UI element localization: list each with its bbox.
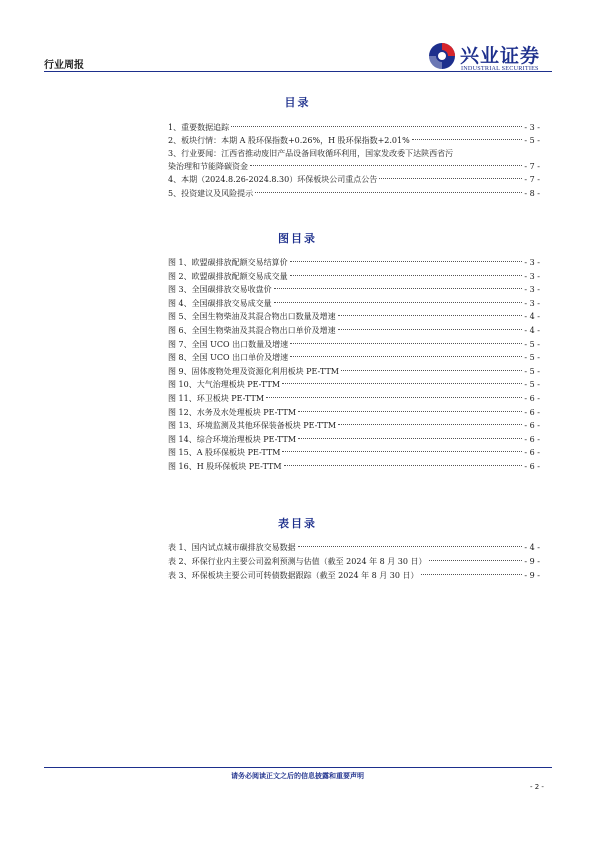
leader-dots — [421, 574, 523, 575]
figure-entry-label: 图 6、全国生物柴油及其混合物出口单价及增速 — [168, 325, 336, 335]
figure-entry[interactable] — [168, 338, 540, 352]
leader-dots — [250, 165, 522, 166]
toc-entry-label: 4、本期（2024.8.26-2024.8.30）环保板块公司重点公告 — [168, 175, 378, 185]
leader-dots — [274, 302, 523, 303]
figure-entry-page: - 3 - — [524, 285, 540, 295]
figure-entry-page: - 6 - — [524, 393, 540, 403]
tables-toc-list — [168, 541, 540, 584]
figure-entry-page: - 4 - — [524, 312, 540, 322]
toc-entry-label: 1、重要数据追踪 — [168, 123, 230, 132]
table-entry[interactable] — [168, 569, 540, 583]
figures-toc-title: 图目录 — [278, 232, 317, 245]
figure-entry[interactable] — [168, 433, 540, 447]
figure-entry-label: 图 7、全国 UCO 出口数量及增速 — [168, 339, 289, 349]
toc-entry[interactable] — [168, 147, 540, 173]
figure-entry-label: 图 11、环卫板块 PE-TTM — [168, 393, 265, 403]
figure-entry[interactable] — [168, 351, 540, 365]
figure-entry-page: - 3 - — [524, 298, 540, 308]
table-entry[interactable] — [168, 541, 540, 555]
figure-entry[interactable] — [168, 406, 540, 420]
table-entry-page: - 9 - — [524, 571, 540, 581]
report-type-label: 行业周报 — [44, 60, 84, 71]
toc-entry-page: - 7 - — [524, 162, 540, 172]
table-entry-label: 表 3、环保板块主要公司可转债数据跟踪（截至 2024 年 8 月 30 日） — [168, 571, 419, 581]
figure-entry-label: 图 8、全国 UCO 出口单价及增速 — [168, 353, 289, 363]
leader-dots — [284, 465, 523, 466]
figure-entry-page: - 6 - — [524, 434, 540, 444]
leader-dots — [338, 315, 523, 316]
table-entry-label: 表 2、环保行业内主要公司盈利预测与估值（截至 2024 年 8 月 30 日） — [168, 557, 427, 567]
figure-entry-page: - 4 - — [524, 325, 540, 335]
leader-dots — [429, 560, 523, 561]
figure-entry-label: 图 14、综合环境治理板块 PE-TTM — [168, 434, 297, 444]
leader-dots — [290, 275, 523, 276]
figure-entry-label: 图 10、大气治理板块 PE-TTM — [168, 380, 281, 390]
toc-entry-label: 5、投资建议及风险提示 — [168, 188, 254, 198]
figure-entry[interactable] — [168, 419, 540, 433]
figure-entry[interactable] — [168, 283, 540, 297]
toc-entry-page: - 7 - — [524, 175, 540, 185]
figure-entry[interactable] — [168, 365, 540, 379]
toc-entry-page: - 3 - — [524, 123, 540, 132]
logo-text: 兴业证券 — [460, 45, 541, 67]
leader-dots — [266, 397, 522, 398]
toc-entry-page: - 8 - — [524, 188, 540, 198]
leader-dots — [298, 411, 522, 412]
toc-entry[interactable] — [168, 173, 540, 186]
table-entry-label: 表 1、国内试点城市碳排放交易数据 — [168, 543, 296, 552]
disclaimer-notice: 请务必阅读正文之后的信息披露和重要声明 — [231, 772, 364, 780]
figure-entry-label: 图 15、A 股环保板块 PE-TTM — [168, 448, 281, 458]
table-entry-page: - 9 - — [524, 557, 540, 567]
figure-entry-label: 图 16、H 股环保板块 PE-TTM — [168, 461, 282, 471]
leader-dots — [231, 126, 522, 127]
leader-dots — [282, 451, 522, 452]
figure-entry-page: - 6 - — [524, 421, 540, 431]
figure-entry-label: 图 12、水务及水处理板块 PE-TTM — [168, 407, 297, 417]
leader-dots — [255, 192, 522, 193]
toc-entry-label-continued: 染治理和节能降碳资金 — [168, 162, 248, 172]
figure-entry-page: - 6 - — [524, 461, 540, 471]
figure-entry-page: - 6 - — [524, 407, 540, 417]
figure-entry[interactable] — [168, 256, 540, 270]
table-entry[interactable] — [168, 555, 540, 569]
figure-entry-page: - 3 - — [524, 258, 540, 267]
figure-entry-label: 图 9、固体废物处理及资源化利用板块 PE-TTM — [168, 366, 339, 376]
figure-entry[interactable] — [168, 310, 540, 324]
figure-entry-label: 图 3、全国碳排放交易收盘价 — [168, 285, 272, 295]
figure-entry[interactable] — [168, 460, 540, 474]
industrial-securities-logo-mark-icon — [428, 42, 456, 70]
figure-entry-label: 图 13、环境监测及其他环保装备板块 PE-TTM — [168, 421, 337, 431]
table-entry-page: - 4 - — [524, 543, 540, 552]
leader-dots — [379, 178, 522, 179]
figure-entry-page: - 5 - — [524, 339, 540, 349]
figure-entry[interactable] — [168, 270, 540, 284]
figure-entry-label: 图 2、欧盟碳排放配额交易成交量 — [168, 271, 288, 281]
figure-entry[interactable] — [168, 324, 540, 338]
leader-dots — [338, 329, 523, 330]
leader-dots — [290, 261, 523, 262]
leader-dots — [341, 370, 522, 371]
company-logo — [428, 40, 552, 74]
figure-entry-page: - 5 - — [524, 353, 540, 363]
figure-entry[interactable] — [168, 446, 540, 460]
header-divider — [44, 71, 552, 72]
toc-entry-page: - 5 - — [524, 136, 540, 146]
footer-divider — [44, 767, 552, 768]
figure-entry-label: 图 5、全国生物柴油及其混合物出口数量及增速 — [168, 312, 336, 322]
toc-title: 目录 — [284, 96, 311, 109]
logo-subtext: INDUSTRIAL SECURITIES — [461, 65, 539, 72]
toc-entry[interactable] — [168, 187, 540, 200]
tables-toc-title: 表目录 — [278, 517, 317, 530]
toc-entry-label: 3、行业要闻：江西省推动废旧产品设备回收循环利用，国家发改委下达陕西省污 — [168, 149, 454, 159]
leader-dots — [274, 288, 523, 289]
figure-entry-page: - 5 - — [524, 366, 540, 376]
leader-dots — [298, 546, 523, 547]
toc-list — [168, 121, 540, 200]
toc-entry[interactable] — [168, 134, 540, 147]
leader-dots — [282, 383, 522, 384]
toc-entry[interactable] — [168, 121, 540, 134]
figure-entry-label: 图 1、欧盟碳排放配额交易结算价 — [168, 258, 288, 267]
leader-dots — [298, 438, 522, 439]
leader-dots — [412, 139, 523, 140]
figures-toc-list — [168, 256, 540, 474]
figure-entry-label: 图 4、全国碳排放交易成交量 — [168, 298, 272, 308]
leader-dots — [290, 343, 522, 344]
figure-entry-page: - 6 - — [524, 448, 540, 458]
figure-entry[interactable] — [168, 392, 540, 406]
figure-entry-page: - 5 - — [524, 380, 540, 390]
page-number: - 2 - — [530, 783, 544, 791]
leader-dots — [338, 424, 522, 425]
leader-dots — [290, 356, 522, 357]
figure-entry[interactable] — [168, 378, 540, 392]
figure-entry[interactable] — [168, 297, 540, 311]
figure-entry-page: - 3 - — [524, 271, 540, 281]
toc-entry-label: 2、板块行情：本期 A 股环保指数+0.26%，H 股环保指数+2.01% — [168, 136, 410, 146]
